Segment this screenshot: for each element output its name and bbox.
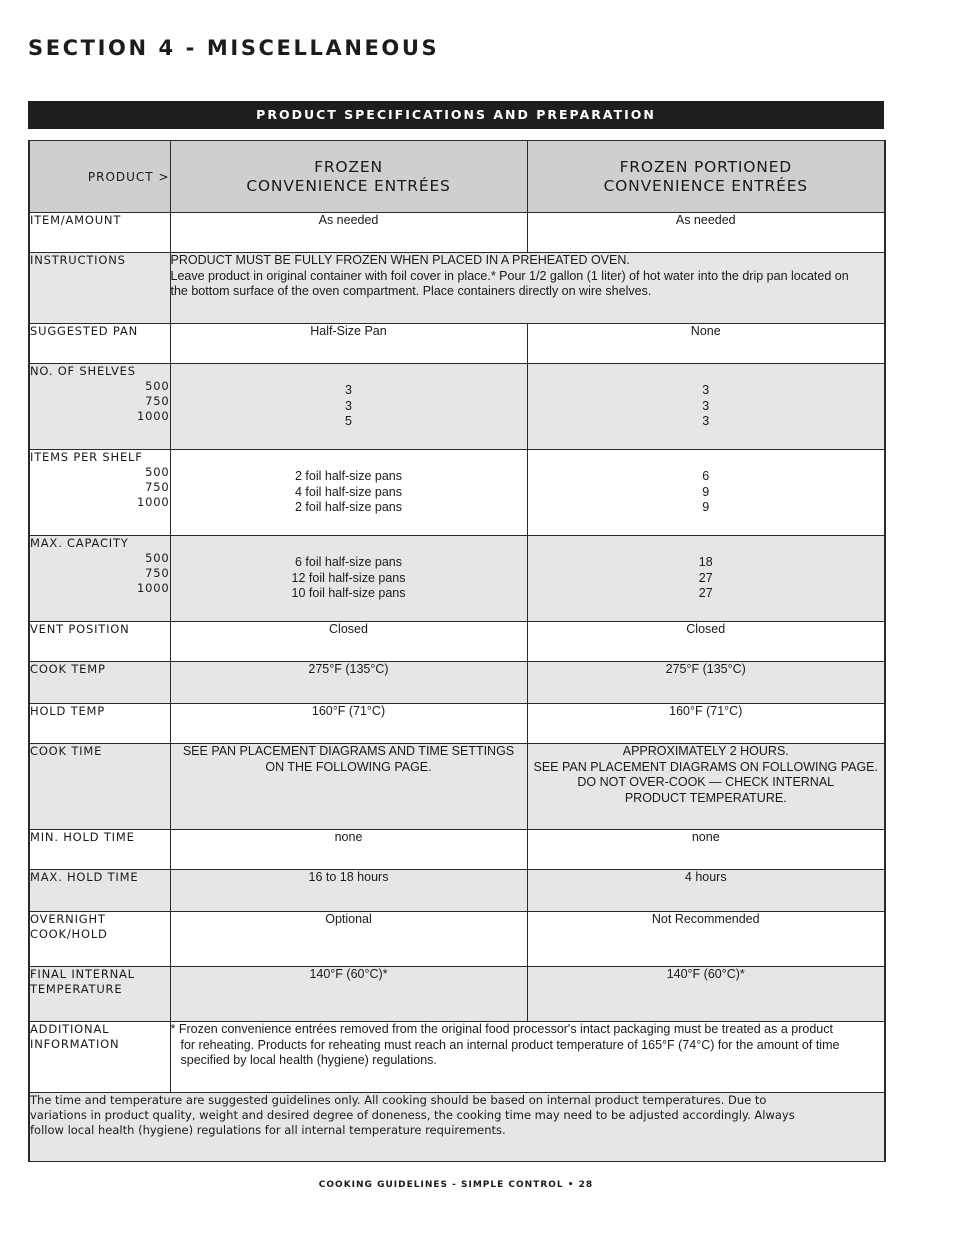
instructions-text: PRODUCT MUST BE FULLY FROZEN WHEN PLACED IN A PREHEATED OVEN. Leave product in original container with foil cover in place.* Pour 1/2 gallon (1 liter) of hot water into the drip pan located on the bottom surface of the oven compartment. Place containers directly on wire shelves. (170, 253, 885, 324)
cell-portioned: none (527, 830, 885, 870)
table-row (29, 324, 885, 364)
guideline-note: The time and temperature are suggested guidelines only. All cooking should be based on internal product temperatures. Due to variations in product quality, weight and desired degree of doneness, the cooking time may need to be adjusted accordingly. Always follow local health (hygiene) regulations for all internal temperature requirements. (29, 1093, 885, 1162)
table-row (29, 662, 885, 704)
column-header-frozen-portioned: FROZEN PORTIONED CONVENIENCE ENTRÉES (527, 141, 885, 213)
cell-portioned: APPROXIMATELY 2 HOURS. SEE PAN PLACEMENT DIAGRAMS ON FOLLOWING PAGE. DO NOT OVER-COOK — CHECK INTERNAL PRODUCT TEMPERATURE. (527, 744, 885, 830)
cell-portioned: 3 3 3 (527, 364, 885, 450)
cell-frozen: Optional (170, 912, 527, 967)
row-label: ITEM/AMOUNT (29, 213, 170, 253)
cell-portioned: 275°F (135°C) (527, 662, 885, 704)
table-row (29, 622, 885, 662)
cell-frozen: 16 to 18 hours (170, 870, 527, 912)
table-row (29, 704, 885, 744)
table-banner: PRODUCT SPECIFICATIONS AND PREPARATION (28, 101, 884, 129)
table-row (29, 912, 885, 967)
cell-portioned: 140°F (60°C)* (527, 967, 885, 1022)
cell-frozen: 160°F (71°C) (170, 704, 527, 744)
cell-frozen: As needed (170, 213, 527, 253)
cell-portioned: 160°F (71°C) (527, 704, 885, 744)
page-footer: COOKING GUIDELINES - SIMPLE CONTROL • 28 (318, 1180, 594, 1190)
cell-portioned: Closed (527, 622, 885, 662)
row-label: COOK TIME (29, 744, 170, 830)
row-label: SUGGESTED PAN (29, 324, 170, 364)
row-label: MAX. HOLD TIME (29, 870, 170, 912)
spec-table (28, 140, 886, 1162)
row-label: ITEMS PER SHELF 500 750 1000 (29, 450, 170, 536)
row-label: MIN. HOLD TIME (29, 830, 170, 870)
table-row (29, 364, 885, 450)
cell-portioned: None (527, 324, 885, 364)
cell-frozen: none (170, 830, 527, 870)
column-header-frozen: FROZEN CONVENIENCE ENTRÉES (170, 141, 527, 213)
table-row (29, 213, 885, 253)
cell-frozen: 2 foil half-size pans 4 foil half-size pans 2 foil half-size pans (170, 450, 527, 536)
cell-frozen: 140°F (60°C)* (170, 967, 527, 1022)
product-label: PRODUCT > (29, 141, 170, 213)
table-row (29, 830, 885, 870)
row-label: HOLD TEMP (29, 704, 170, 744)
row-label: MAX. CAPACITY 500 750 1000 (29, 536, 170, 622)
header-row (29, 141, 885, 213)
cell-frozen: 6 foil half-size pans 12 foil half-size pans 10 foil half-size pans (170, 536, 527, 622)
table-row (29, 253, 885, 324)
cell-portioned: 18 27 27 (527, 536, 885, 622)
row-label: VENT POSITION (29, 622, 170, 662)
row-label: FINAL INTERNAL TEMPERATURE (29, 967, 170, 1022)
additional-information-text: * Frozen convenience entrées removed from the original food processor's intact packaging must be treated as a product for reheating. Products for reheating must reach an internal product temperature of 165°F (74°C) for the amount of time specified by local health (hygiene) regulations. (170, 1022, 885, 1093)
cell-frozen: Closed (170, 622, 527, 662)
row-label: COOK TEMP (29, 662, 170, 704)
table-row (29, 450, 885, 536)
cell-frozen: SEE PAN PLACEMENT DIAGRAMS AND TIME SETTINGS ON THE FOLLOWING PAGE. (170, 744, 527, 830)
guideline-note-row (29, 1093, 885, 1162)
cell-portioned: 4 hours (527, 870, 885, 912)
cell-portioned: As needed (527, 213, 885, 253)
row-label: NO. OF SHELVES 500 750 1000 (29, 364, 170, 450)
cell-portioned: Not Recommended (527, 912, 885, 967)
row-label: OVERNIGHT COOK/HOLD (29, 912, 170, 967)
table-row (29, 1022, 885, 1093)
table-row (29, 536, 885, 622)
cell-frozen: 275°F (135°C) (170, 662, 527, 704)
table-row (29, 870, 885, 912)
cell-portioned: 6 9 9 (527, 450, 885, 536)
cell-frozen: 3 3 5 (170, 364, 527, 450)
table-row (29, 744, 885, 830)
row-label: ADDITIONAL INFORMATION (29, 1022, 170, 1093)
row-label: INSTRUCTIONS (29, 253, 170, 324)
cell-frozen: Half-Size Pan (170, 324, 527, 364)
table-row (29, 967, 885, 1022)
section-title: SECTION 4 - MISCELLANEOUS (28, 36, 440, 60)
